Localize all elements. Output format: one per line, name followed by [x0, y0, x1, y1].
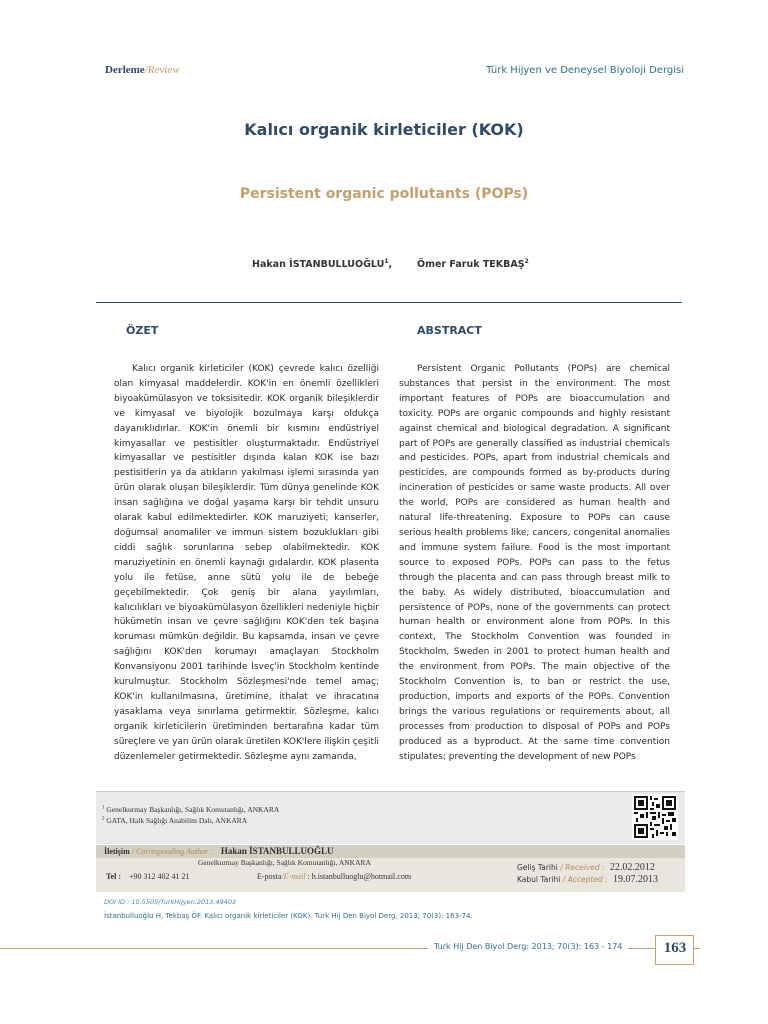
telephone [106, 872, 190, 881]
accepted-label-en: Accepted [567, 875, 603, 884]
accepted-date: Kabul Tarihi / Accepted : 19.07.2013 [517, 874, 659, 885]
author-2-name: Ömer Faruk TEKBAŞ [417, 259, 525, 271]
email: E-posta/E-mail : h.istanbulluoglu@hotmail.com [257, 872, 412, 881]
author-1-comma: , [388, 259, 393, 271]
email-label-en: E-mail [283, 872, 306, 881]
footer-journal-ref: Turk Hij Den Biyol Derg: 2013; 70(3): 163 - 174 [428, 942, 628, 951]
affiliation-1-num: 1 [102, 805, 105, 811]
citation: İstanbulluoğlu H, Tekbaş ÖF. Kalıcı organik kirleticiler (KOK). Turk Hij Den Biyol Derg, 2013; 70(3): 163-74. [104, 912, 473, 920]
abstract-body [399, 362, 670, 764]
affiliation-2-text: GATA, Halk Sağlığı Anabilim Dalı, ANKARA [106, 816, 248, 825]
article-type-sep: / [144, 64, 148, 76]
accepted-label-tr: Kabul Tarihi [517, 875, 561, 884]
received-date: Geliş Tarihi / Received : 22.02.2012 [517, 862, 655, 873]
affiliation-1 [102, 805, 279, 814]
author-2 [417, 258, 529, 270]
tel-number: +90 312 402 41 21 [129, 872, 190, 881]
journal-name: Türk Hijyen ve Deneysel Biyoloji Dergisi [486, 65, 684, 76]
page-number: 163 [663, 940, 687, 956]
ozet-heading: ÖZET [126, 324, 159, 337]
email-label-tr: E-posta [257, 872, 282, 881]
ozet-text: Kalıcı organik kirleticiler (KOK) çevrede kalıcı özelliği olan kimyasal maddelerdir. KOK'in en önemli özellikleri biyoakümülasyon ve toksisitedir. KOK organik bileşiklerdir ve kimyasal ve biyolojik bozulmaya karşı oldukça dayanıklıdırlar. KOK'in önemli bir kısmını endüstriyel kimyasallar ve pestisitler oluşturmaktadır. Endüstriyel kimyasallar ve pestisitler dışında kalan KOK ise bazı pestisitlerin ya da atıkların yakılması işlemi sırasında yan ürün olarak oluşan bileşiklerdir. Tüm dünya genelinde KOK insan sağlığına ve doğal yaşama karşı bir tehdit unsuru olarak kabul edilmektedirler. KOK maruziyeti; kanserler, doğumsal anomaliler ve immun sistem bozuklukları gibi ciddi sağlık sorunlarına sebep olabilmektedir. KOK maruziyetinin en önemli kaynağı gıdalardır. KOK plasenta yolu ile fetüse, anne sütü yolu ile de bebeğe geçebilmektedir. Çok geniş bir alana yayılımları, kalıcılıkları ve biyoakümülasyon özellikleri nedeniyle hiçbir hükümetin insan ve çevre sağlığını KOK'den tek başına koruması mümkün değildir. Bu kapsamda, insan ve çevre sağlığını KOK'den korumayı amaçlayan Stockholm Konvansiyonu 2001 tarihinde İsveç'in Stockholm kentinde kurulmuştur. Stockholm Sözleşmesi'nde temel amaç; KOK'in kullanılmasına, üretimine, ithalat ve ihracatına yasaklama veya sınırlama getirmektir. Sözleşme, kalıcı organik kirleticilerin üretiminden bertarafına kadar tüm süreçlere ve yan ürün olarak üretilen KOK'lere ilişkin çeşitli düzenlemeler getirmektedir. Sözleşme aynı zamanda, [114, 364, 379, 762]
received-label-tr: Geliş Tarihi [517, 863, 558, 872]
corresponding-address: Genelkurmay Başkanlığı, Sağlık Komutanlığı, ANKARA [198, 858, 371, 867]
article-type [105, 64, 180, 76]
accepted-value: 19.07.2013 [613, 874, 659, 885]
ozet-body [114, 362, 379, 764]
corresponding-author: İletişim / Corresponding Author : Hakan İSTANBULLUOĞLU [104, 846, 334, 856]
affiliation-2 [102, 816, 247, 825]
article-type-tr: Derleme [105, 64, 145, 76]
author-1-name: Hakan İSTANBULLUOĞLU [252, 259, 385, 271]
corresponding-name: Hakan İSTANBULLUOĞLU [220, 846, 334, 856]
received-label-en: Received [565, 863, 600, 872]
qr-code[interactable] [632, 794, 678, 840]
title-english: Persistent organic pollutants (POPs) [239, 186, 529, 202]
doi[interactable]: DOI ID : 10.5505/TurkHijyen.2013.49403 [104, 898, 237, 906]
author-2-affiliation: 2 [524, 258, 529, 265]
tel-label: Tel : [106, 872, 122, 881]
received-value: 22.02.2012 [609, 862, 655, 873]
article-type-en: Review [147, 64, 180, 76]
author-1-affiliation: 1 [384, 258, 389, 265]
title-turkish: Kalıcı organik kirleticiler (KOK) [244, 120, 524, 139]
author-1 [252, 258, 392, 270]
affiliation-2-num: 2 [102, 816, 105, 822]
title-divider [96, 302, 682, 303]
corresponding-label-tr: İletişim [104, 847, 130, 856]
affiliation-1-text: Genelkurmay Başkanlığı, Sağlık Komutanlığı, ANKARA [106, 805, 280, 814]
abstract-text: Persistent Organic Pollutants (POPs) are chemical substances that persist in the environment. The most important features of POPs are bioaccumulation and toxicity. POPs are organic compounds and highly resistant against chemical and biological degradation. A significant part of POPs are generally classified as industrial chemicals and pesticides. POPs, apart from industrial chemicals and pesticides, are compounds formed as by-products during incineration of pesticides or same waste products. All over the world, POPs are considered as human health and natural life-threatening. Exposure to POPs can cause serious health problems like; cancers, congenital anomalies and immune system failure. Food is the most important source to exposed POPs. POPs can pass to the fetus through the placenta and can pass through breast milk to the baby. As widely distributed, bioaccumulation and persistence of POPs, none of the governments can protect human health or environment alone from POPs. In this context, The Stockholm Convention was founded in Stockholm, Sweden in 2001 to protect human health and the environment from POPs. The main objective of the Stockholm Convention is, to ban or restrict the use, production, imports and exports of the POPs. Convention brings the various regulations or requirements about, all processes from production to disposal of POPs and POPs produced as a byproduct. At the same time convention stipulates; preventing the development of new POPs [399, 364, 670, 762]
email-address[interactable]: h.istanbulluoglu@hotmail.com [311, 872, 412, 881]
abstract-heading: ABSTRACT [417, 324, 482, 337]
corresponding-label-en: Corresponding Author [136, 847, 209, 856]
